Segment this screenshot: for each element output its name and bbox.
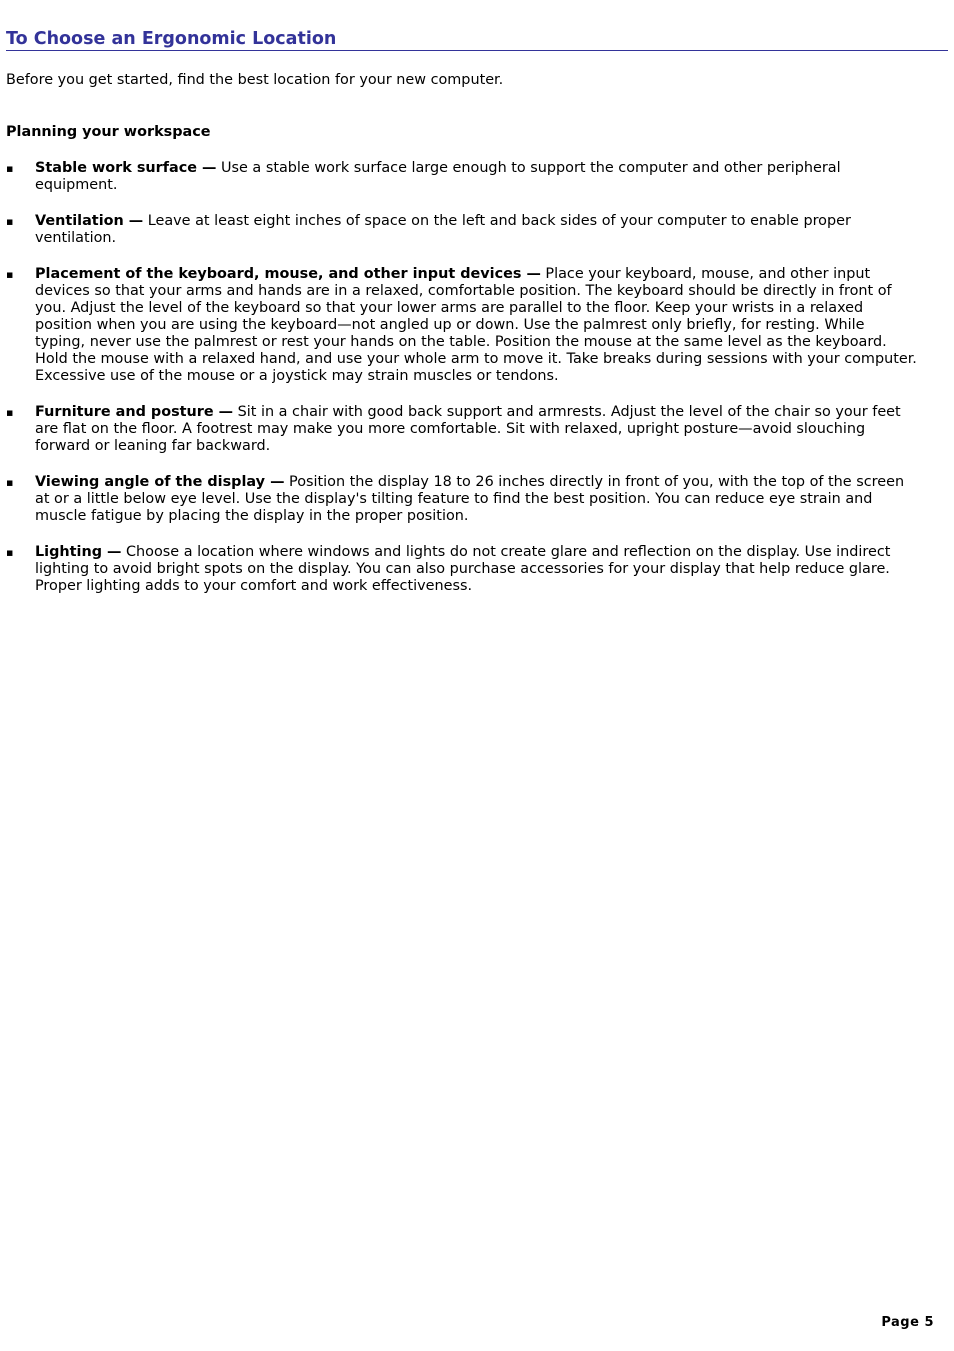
page-title: To Choose an Ergonomic Location [6, 29, 948, 51]
list-item [6, 404, 918, 455]
bullet-text: Leave at least eight inches of space on the left and back sides of your computer to enable proper ventilation. [35, 213, 851, 246]
bullet-lead: Placement of the keyboard, mouse, and other input devices — [35, 266, 541, 282]
square-bullet-icon: ▪ [6, 476, 14, 489]
page-number: Page 5 [881, 1315, 934, 1330]
list-item [6, 544, 918, 595]
square-bullet-icon: ▪ [6, 268, 14, 281]
bullet-lead: Stable work surface — [35, 160, 217, 176]
workspace-bullet-list [6, 160, 918, 614]
square-bullet-icon: ▪ [6, 406, 14, 419]
square-bullet-icon: ▪ [6, 162, 14, 175]
bullet-text: Sit in a chair with good back support and armrests. Adjust the level of the chair so your feet are flat on the floor. A footrest may make you more comfortable. Sit with relaxed, upright posture—avoid slouching forward or leaning far backward. [35, 404, 901, 454]
bullet-lead: Ventilation — [35, 213, 144, 229]
square-bullet-icon: ▪ [6, 215, 14, 228]
list-item [6, 474, 918, 525]
bullet-text: Choose a location where windows and lights do not create glare and reflection on the display. Use indirect lighting to avoid bright spots on the display. You can also purchase accessories for your display that help reduce glare. Proper lighting adds to your comfort and work effectiveness. [35, 544, 891, 594]
list-item [6, 160, 918, 194]
square-bullet-icon: ▪ [6, 546, 14, 559]
list-item [6, 213, 918, 247]
bullet-text: Use a stable work surface large enough to support the computer and other peripheral equipment. [35, 160, 841, 193]
bullet-text: Position the display 18 to 26 inches directly in front of you, with the top of the screen at or a little below eye level. Use the display's tilting feature to find the best position. You can reduce eye strain and muscle fatigue by placing the display in the proper position. [35, 474, 905, 524]
intro-paragraph: Before you get started, find the best location for your new computer. [6, 72, 504, 88]
bullet-lead: Furniture and posture — [35, 404, 234, 420]
section-heading: Planning your workspace [6, 124, 211, 140]
bullet-lead: Lighting — [35, 544, 122, 560]
bullet-text: Place your keyboard, mouse, and other input devices so that your arms and hands are in a relaxed, comfortable position. The keyboard should be directly in front of you. Adjust the level of the keyboard so that your lower arms are parallel to the floor. Keep your wrists in a relaxed position when you are using the keyboard—not angled up or down. Use the palmrest only briefly, for resting. While typing, never use the palmrest or rest your hands on the table. Position the mouse at the same level as the keyboard. Hold the mouse with a relaxed hand, and use your whole arm to move it. Take breaks during sessions with your computer. Excessive use of the mouse or a joystick may strain muscles or tendons. [35, 266, 917, 384]
bullet-lead: Viewing angle of the display — [35, 474, 285, 490]
list-item [6, 266, 918, 385]
